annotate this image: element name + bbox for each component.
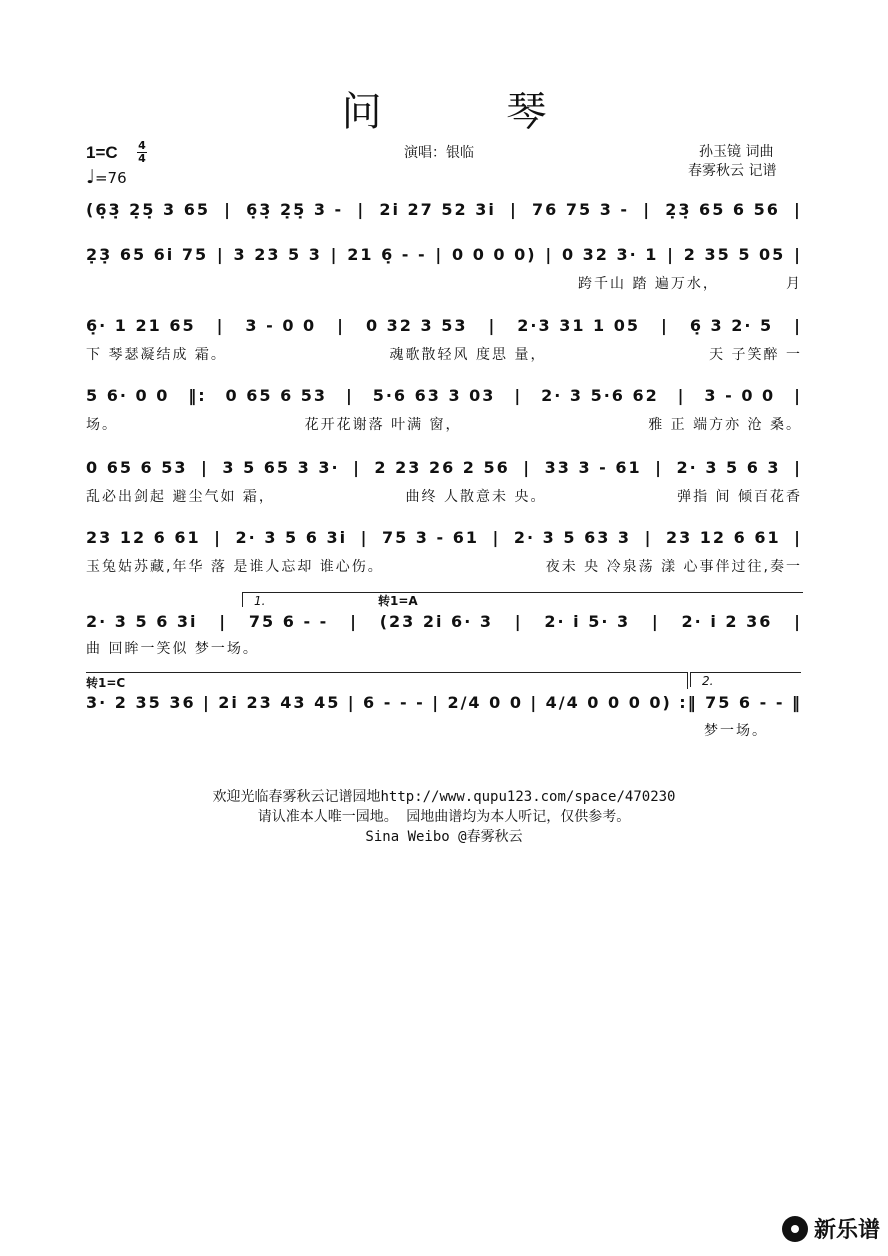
lyric-line-2 <box>86 344 802 364</box>
measure: 23 12 6 61 <box>665 527 781 547</box>
barline: | <box>545 244 554 264</box>
logo-text: 新乐谱 <box>813 1218 880 1243</box>
measure: 2· 3 5·6 62 <box>541 385 659 405</box>
barline: | <box>794 315 802 335</box>
barline: | <box>435 244 444 264</box>
measure: 0 65 6 53 <box>225 385 328 405</box>
lyric-text: 雅 正 端方亦 沧 桑。 <box>648 417 802 433</box>
measure: 2· 3 5 6 3i <box>86 611 198 631</box>
lyric-text: 乱必出剑起 避尘气如 霜， <box>86 489 275 505</box>
measure: 2· 3 5 63 3 <box>513 527 632 547</box>
barline: | <box>661 315 669 335</box>
barline: | <box>492 527 501 547</box>
measure: 2 35 5 05 <box>683 244 786 264</box>
barline: | <box>530 692 539 712</box>
lyric-text: 梦一场。 <box>704 723 768 739</box>
volta-2-label: 2. <box>702 674 714 688</box>
measure: 0 32 3· 1 <box>561 244 659 264</box>
barline: | <box>216 244 225 264</box>
music-line-8 <box>86 691 802 713</box>
measure: 76 75 3 - <box>532 199 630 219</box>
lyric-text: 魂歌散轻风 度思 量， <box>389 347 547 363</box>
barline: | <box>643 199 652 219</box>
barline: | <box>655 457 664 477</box>
barline: | <box>794 385 802 405</box>
measure: 2·3 31 1 05 <box>517 315 641 335</box>
lyric-text: 玉兔姑苏藏,年华 落 是谁人忘却 谁心伤。 <box>86 559 384 575</box>
measure: 6̣3̣ 2̣5̣ 3 - <box>246 199 344 219</box>
measure: 75 3 - 61 <box>381 527 479 547</box>
measure: 0 0 0 0) <box>452 244 537 264</box>
measure: 75 6 - - <box>705 692 785 712</box>
lyric-text: 场。 <box>86 417 118 433</box>
song-title: 问 琴 <box>341 89 603 135</box>
measure: 0 32 3 53 <box>365 315 468 335</box>
measure: 2i 27 52 3i <box>379 199 496 219</box>
barline: | <box>432 692 441 712</box>
lyric-text: 月 <box>786 276 802 292</box>
music-line-5 <box>86 456 802 478</box>
measure: 21 6̣ - - <box>347 244 427 264</box>
barline: | <box>345 385 354 405</box>
barline: | <box>347 692 356 712</box>
barline: | <box>794 244 802 264</box>
volta-line <box>86 672 686 673</box>
time-signature <box>137 141 147 164</box>
barline: | <box>651 611 660 631</box>
volta-end-tick <box>686 672 688 689</box>
lyric-line-1 <box>578 273 802 293</box>
barline: | <box>510 199 518 219</box>
measure: 75 6 - - <box>248 611 329 631</box>
footer-site: 欢迎光临春雾秋云记谱园地http://www.qupu123.com/space/470230 <box>212 789 676 805</box>
barline: | <box>350 611 358 631</box>
measure: 2/4 0 0 <box>447 692 523 712</box>
measure: 2̣3̣ 65 6 56 <box>665 199 780 219</box>
lyric-line-3 <box>86 414 802 434</box>
music-line-6 <box>86 526 802 548</box>
measure: 6 - - - <box>363 692 425 712</box>
volta-1-label: 1. <box>254 594 266 608</box>
lyric-text: 弹指 间 倾百花香 <box>677 489 802 505</box>
modulation-to-a: 转1=A <box>378 594 418 608</box>
barline: | <box>219 611 228 631</box>
barline: | <box>216 315 225 335</box>
measure: 2̣3̣ 65 6i 75 <box>86 244 209 264</box>
barline: | <box>337 315 345 335</box>
lyric-line-5 <box>86 556 802 576</box>
barline: | <box>644 527 653 547</box>
measure: 3 - 0 0 <box>245 315 317 335</box>
transcriber-credit: 春雾秋云 记谱 <box>688 163 777 179</box>
lyric-text: 跨千山 踏 遍万水， <box>578 276 719 292</box>
measure: 2i 23 43 45 <box>218 692 341 712</box>
measure: (23 2i 6· 3 <box>379 611 493 631</box>
barline: | <box>214 527 223 547</box>
tempo-value: =76 <box>94 169 127 187</box>
measure: 3 5 65 3 3· <box>222 457 340 477</box>
footer-notice: 请认准本人唯一园地。 园地曲谱均为本人听记，仅供参考。 <box>257 809 631 825</box>
barline: | <box>514 385 523 405</box>
lyric-line-4 <box>86 486 802 506</box>
barline: | <box>677 385 686 405</box>
music-line-3 <box>86 314 802 336</box>
measure: 2· 3 5 6 3 <box>676 457 781 477</box>
barline: | <box>201 457 209 477</box>
repeat-start-barline: ‖: <box>188 385 207 405</box>
measure: 0 65 6 53 <box>86 457 188 477</box>
measure: 4/4 0 0 0 0) <box>545 692 672 712</box>
lyric-line-7 <box>704 720 802 740</box>
barline: | <box>667 244 676 264</box>
measure: 6̣ 3 2· 5 <box>689 315 774 335</box>
measure: 23 12 6 61 <box>86 527 201 547</box>
barline: | <box>794 527 802 547</box>
volta-1-bracket <box>242 592 803 607</box>
measure: 3 - 0 0 <box>704 385 776 405</box>
measure: 2 23 26 2 56 <box>374 457 510 477</box>
barline: | <box>514 611 523 631</box>
music-line-1 <box>86 198 802 220</box>
barline: | <box>357 199 366 219</box>
lyric-text: 曲终 人散意未 央。 <box>405 489 547 505</box>
barline: | <box>488 315 497 335</box>
lyric-text: 天 子笑醉 一 <box>709 347 802 363</box>
measure: 33 3 - 61 <box>544 457 642 477</box>
lyric-text: 曲 回眸一笑似 梦一场。 <box>86 641 259 657</box>
singer-credit: 演唱：银临 <box>404 145 474 161</box>
music-line-4 <box>86 384 802 406</box>
lyric-text: 夜未 央 冷泉荡 漾 心事伴过往,奏一 <box>545 559 802 575</box>
barline: | <box>794 611 802 631</box>
measure: 5·6 63 3 03 <box>372 385 496 405</box>
tempo-marking <box>86 166 127 188</box>
quarter-note-icon: ♩ <box>86 166 95 188</box>
measure: (6̣3̣ 2̣5̣ 3 65 <box>86 199 210 219</box>
measure: 2· i 5· 3 <box>544 611 631 631</box>
measure: 3 23 5 3 <box>233 244 322 264</box>
barline: | <box>330 244 339 264</box>
modulation-to-c: 转1=C <box>86 676 126 690</box>
measure: 2· i 2 36 <box>681 611 773 631</box>
music-line-7 <box>86 610 802 632</box>
barline: | <box>353 457 361 477</box>
lyric-text: 下 琴瑟凝结成 霜。 <box>86 347 227 363</box>
key-signature: 1=C <box>86 143 118 162</box>
site-logo <box>782 1213 880 1244</box>
final-barline: ‖ <box>791 692 802 712</box>
measure: 2· 3 5 6 3i <box>235 527 348 547</box>
measure: 6̣· 1 21 65 <box>86 315 196 335</box>
music-line-2 <box>86 243 802 265</box>
barline: | <box>794 199 802 219</box>
repeat-end-barline: :‖ <box>679 692 698 712</box>
composer-credit: 孙玉镜 词曲 <box>699 144 774 160</box>
lyric-line-6 <box>86 638 346 658</box>
barline: | <box>794 457 802 477</box>
time-signature-top: 4 <box>138 139 146 152</box>
barline: | <box>203 692 211 712</box>
time-signature-bottom: 4 <box>138 152 146 165</box>
measure: 3· 2 35 36 <box>86 692 196 712</box>
measure: 5 6· 0 0 <box>86 385 170 405</box>
footer-weibo: Sina Weibo @春雾秋云 <box>365 829 523 845</box>
record-disc-icon <box>782 1216 808 1242</box>
barline: | <box>360 527 369 547</box>
lyric-text: 花开花谢落 叶满 窗， <box>304 417 462 433</box>
barline: | <box>224 199 232 219</box>
barline: | <box>523 457 532 477</box>
